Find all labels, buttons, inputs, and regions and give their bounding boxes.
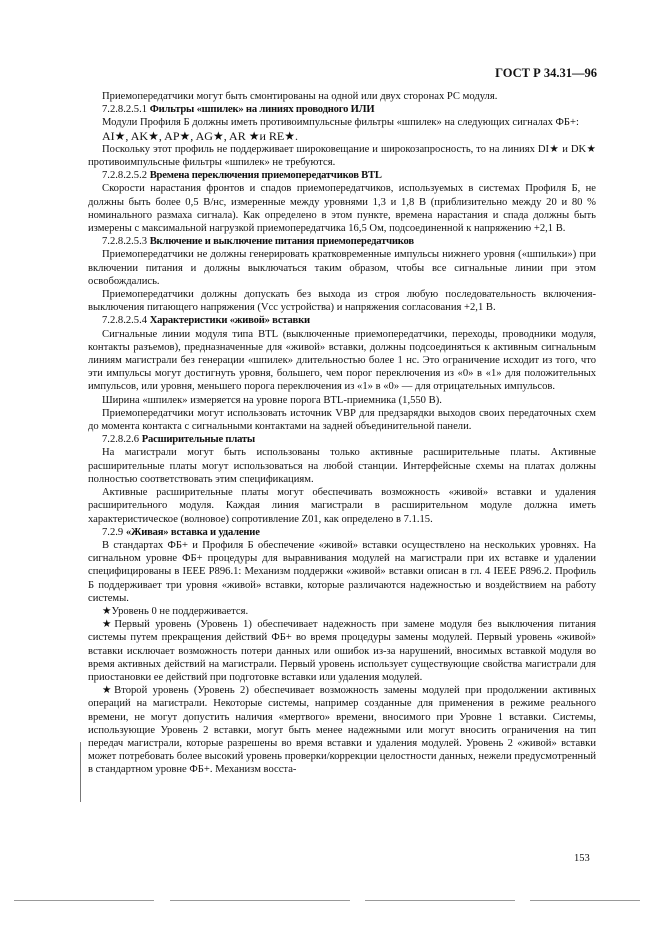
paragraph: Приемопередатчики не должны генерировать кратковременные импульсы нижнего уровня («шпильки») при включении питания и должны выключаться таким образом, чтобы все сигнальные линии при этом освобождались. bbox=[88, 249, 596, 287]
paragraph: ★Второй уровень (Уровень 2) обеспечивает возможность замены модулей при продолжении активных операций на магистрали. Некоторые системы, например созданные для применения в режиме реального времени, не могут допустить наличия «мертвого» времени, вносимого при Уровне 1 вставки. Системы, использующие Уровень 2 вставки, могут быть менее надежными или могут вносить ограничения на тип передач магистрали, которые разрешены во время вставки и удаления модулей. Уровень 2 «живой» вставки может потребовать более высокий уровень проверки/коррекции целостности данных, нежели предусмотренный в стандартном уровне ФБ+. Механизм восста- bbox=[88, 685, 596, 776]
document-header: ГОСТ Р 34.31—96 bbox=[495, 66, 597, 80]
margin-mark bbox=[80, 742, 81, 802]
paragraph: ★Уровень 0 не поддерживается. bbox=[102, 605, 249, 617]
paragraph: Ширина «шпилек» измеряется на уровне порога BTL-приемника (1,550 В). bbox=[102, 394, 442, 406]
section-heading: 7.2.8.2.6 Расширительные платы bbox=[102, 434, 255, 446]
scan-edge-line bbox=[530, 900, 640, 901]
paragraph: На магистрали могут быть использованы только активные расширительные платы. Активные расширительные платы могут использоваться на любой станции. Интерфейсные схемы на платах должны полностью соответствовать этим спецификациям. bbox=[88, 447, 596, 485]
section-heading: 7.2.8.2.5.4 Характеристики «живой» вставки bbox=[102, 315, 310, 327]
signal-list: AI★, AK★, AP★, AG★, AR ★и RE★. bbox=[102, 128, 298, 143]
paragraph: Модули Профиля Б должны иметь противоимпульсные фильтры «шпилек» на следующих сигналах ФБ+: bbox=[102, 117, 579, 129]
page-number: 153 bbox=[574, 853, 590, 864]
paragraph: В стандартах ФБ+ и Профиля Б обеспечение «живой» вставки осуществлено на нескольких уровнях. На сигнальном уровне ФБ+ процедуры для выравнивания модулей на магистрали при их вставке и удалении специфицированы в IEEE P896.1: Механизм поддержки «живой» вставки описан в гл. 4 IEEE P896.2. Профиль Б поддерживает три уровня «живой» вставки, которые различаются надежностью и воздействием на работу системы. bbox=[88, 539, 596, 604]
paragraph: ★Первый уровень (Уровень 1) обеспечивает надежность при замене модуля без выключения питания системы путем прекращения действий ФБ+ во время процедуры замены модулей. Первый уровень «живой» вставки исключает возможность потери данных или ошибок из-за нарушений, вносимых вставкой модуля во время активных действий на магистрали. Первый уровень использует существующие свойства магистрали для приостановки ее действий при подготовке вставки или удаления модулей. bbox=[88, 619, 596, 683]
scan-edge-line bbox=[14, 900, 154, 901]
section-heading: 7.2.8.2.5.3 Включение и выключение питания приемопередатчиков bbox=[102, 236, 414, 248]
section-heading: 7.2.9 «Живая» вставка и удаление bbox=[102, 526, 260, 538]
paragraph: Приемопередатчики должны допускать без выхода из строя любую последовательность включения-выключения питающего напряжения (Vcc устройства) и напряжения согласования +2,1 В. bbox=[88, 289, 596, 314]
section-heading: 7.2.8.2.5.2 Времена переключения приемопередатчиков BTL bbox=[102, 170, 382, 182]
paragraph: Поскольку этот профиль не поддерживает широковещание и широкозапросность, то на линиях DI★ и DK★ противоимпульсные фильтры «шпилек» не требуются. bbox=[88, 143, 596, 169]
paragraph: Приемопередатчики могут быть смонтированы на одной или двух сторонах РС модуля. bbox=[102, 91, 498, 102]
paragraph: Скорости нарастания фронтов и спадов приемопередатчиков, используемых в системах Профиля Б, не должны быть более 0,5 В/нс, измеренные между уровнями 1,3 и 1,8 В (приблизительно между 20 и 80 % номинального размаха сигнала). Как определено в этом пункте, времена нарастания и спада должны быть измерены с максимальной нагрузкой приемопередатчика 16,5 Ом, подсоединенной к напряжению +2,1 В. bbox=[88, 183, 596, 235]
scan-edge-line bbox=[365, 900, 515, 901]
scan-edge-line bbox=[170, 900, 350, 901]
paragraph: Сигнальные линии модуля типа BTL (выключенные приемопередатчики, переходы, проводники модуля, контакты разъемов), предназначенные для «живой» вставки, должны подсоединяться к активным сигнальным линиям магистрали без генерации «шпилек» длительностью более 1 нс. Это ограничение исходит из того, что эти импульсы могут достигнуть уровня, большего, чем порог переключения из «0» в «1» для положительных импульсов, или уровня, меньшего порога переключения из «1» в «0» — для отрицательных импульсов. bbox=[88, 328, 596, 393]
document-body bbox=[88, 90, 596, 777]
paragraph: Активные расширительные платы могут обеспечивать возможность «живой» вставки и удаления расширительного модуля. Каждая линия магистрали в расширительном модуле должна иметь характеристическое (волновое) сопротивление Z01, как определено в 7.1.15. bbox=[88, 487, 596, 525]
paragraph: Приемопередатчики могут использовать источник VBP для предзарядки выходов своих передаточных схем до момента контакта с сигнальными контактами на задней объединительной панели. bbox=[88, 407, 596, 433]
section-heading: 7.2.8.2.5.1 Фильтры «шпилек» на линиях проводного ИЛИ bbox=[102, 104, 375, 116]
